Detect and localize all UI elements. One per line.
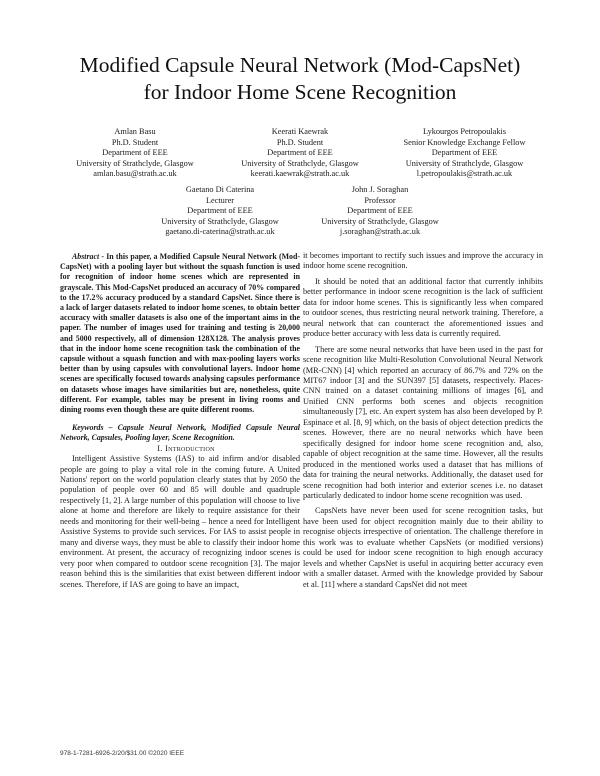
section-numeral: I.: [157, 443, 163, 453]
author-affiliation: University of Strathclyde, Glasgow: [241, 158, 359, 168]
author-block: [140, 185, 300, 238]
author-name: Gaetano Di Caterina: [185, 185, 255, 194]
author-email: gaetano.di-caterina@strath.ac.uk: [165, 227, 275, 237]
body-paragraph: It should be noted that an additional factor that currently inhibits better performance in indoor scene recognition is the lack of sufficient data for indoor home scenes. This is significantly less when compared to outdoor scenes, thus restricting neural network training. Therefore, a neural network that can counteract the aforementioned issues and produce better accuracy with less data is currently required.: [303, 276, 543, 339]
author-email: l.petropoulakis@strath.ac.uk: [416, 169, 513, 179]
author-email: j.soraghan@strath.ac.uk: [339, 227, 421, 237]
author-name: Lykourgos Petropoulakis: [422, 127, 507, 136]
author-email: amlan.basu@strath.ac.uk: [93, 169, 177, 179]
title-line-2: for Indoor Home Scene Recognition: [143, 80, 457, 104]
author-dept: Department of EEE: [102, 148, 168, 158]
author-dept: Department of EEE: [431, 148, 498, 158]
author-role: Lecturer: [205, 195, 235, 205]
abstract-text: - In this paper, a Modified Capsule Neural Network (Mod-CapsNet) with a pooling layer but without the squash function is used for recognition of indoor home scenes which are represented in grayscale. This Mod-CapsNet produced an accuracy of 70% compared to the 17.2% accuracy produced by a standard CapsNet. Since there is a lack of larger datasets related to indoor home scenes, to obtain better accuracy with smaller datasets is also one of the important aims in the paper. The number of images used for training and testing is 20,000 and 5000 respectively, all of dimension 128X128. The analysis proves that in the indoor home scene recognition task the combination of the capsule without a squash function and with max-pooling layers works better than by using capsules with convolutional layers. Indoor home scenes are specifically focused towards analysing capsules performance on datasets whose images have similarities but are, nonetheless, quite different. For example, tables may be present in living rooms and dining rooms even though these are quite different rooms.: [60, 252, 300, 415]
copyright-footer: 978-1-7281-6926-2/20/$31.00 ©2020 IEEE: [60, 750, 185, 757]
author-role: Ph.D. Student: [111, 137, 159, 147]
abstract: [60, 252, 300, 415]
author-name: Amlan Basu: [114, 127, 156, 136]
keywords: Keywords – Capsule Neural Network, Modified Capsule Neural Network, Capsules, Pooling layer, Scene Recognition.: [60, 423, 300, 443]
author-block: [300, 185, 460, 238]
abstract-label: Abstract: [72, 252, 100, 261]
title-line-1: Modified Capsule Neural Network (Mod-CapsNet): [79, 53, 521, 77]
body-paragraph: CapsNets have never been used for scene recognition tasks, but have been used for object recognition mainly due to their ability to recognise objects irrespective of orientation. The challenge therefore in this work was to evaluate whether CapsNets (or modified versions) could be used for indoor scene recognition to high enough accuracy levels and whether CapsNet is useful in acquiring better accuracy even with a smaller dataset. Armed with the knowledge provided by Sabour et al. [11] where a standard CapsNet did not meet: [303, 506, 543, 589]
author-role: Ph.D. Student: [276, 137, 324, 147]
author-affiliation: University of Strathclyde, Glasgow: [321, 216, 439, 226]
paper-title: [40, 52, 560, 106]
author-role: Senior Knowledge Exchange Fellow: [403, 137, 526, 147]
author-affiliation: University of Strathclyde, Glasgow: [405, 158, 524, 168]
author-block: [220, 127, 380, 180]
right-column: [303, 251, 543, 590]
author-affiliation: University of Strathclyde, Glasgow: [76, 158, 194, 168]
author-dept: Department of EEE: [267, 148, 333, 158]
author-dept: Department of EEE: [187, 206, 253, 216]
section-title: Introduction: [165, 443, 215, 453]
author-block: [55, 127, 215, 180]
body-paragraph: There are some neural networks that have been used in the past for scene recognition like Multi-Resolution Convolutional Neural Network (MR-CNN) [4] which reported an accuracy of 86.7% and 72% on the MIT67 indoor [3] and the SUN397 [5] datasets, respectively. Places-CNN trained on a dataset containing millions of images [6], and Unified CNN performs both scenes and objects recognition simultaneously [7], etc. An expert system has also been developed by P. Espinace et al. [8, 9] which, on the basis of object detection predicts the scenes. However, there are no neural networks which have been specifically designed for indoor home scene recognition and, also, capable of object recognition at the same time. However, all the results produced in the mentioned works used a dataset that has millions of data for training the neural networks. Additionally, the dataset used for scene recognition had both interior and exterior scenes i.e. no dataset particularly dedicated to indoor home scene recognition was used.: [303, 344, 543, 500]
author-block: [382, 127, 547, 180]
author-name: John J. Soraghan: [351, 185, 409, 194]
author-name: Keerati Kaewrak: [271, 127, 329, 136]
author-email: keerati.kaewrak@strath.ac.uk: [250, 169, 350, 179]
author-dept: Department of EEE: [347, 206, 413, 216]
author-affiliation: University of Strathclyde, Glasgow: [161, 216, 279, 226]
author-role: Professor: [364, 195, 396, 205]
body-paragraph: Intelligent Assistive Systems (IAS) to aid infirm and/or disabled people are going to play a vital role in the coming future. A United Nations' report on the world population clearly states that by 2050 the population of people over 60 and 85 will double and quadruple respectively [1, 2]. A large number of this population will choose to live alone at home and therefore are likely to require assistance for their needs and monitoring for their well-being – hence a need for Intelligent Assistive Systems to provide such services. For IAS to assist people in many and diverse ways, they must be able to classify their indoor home environment. At present, the accuracy of recognizing indoor scenes is very poor when compared to outdoor scene recognition [3]. The major reason behind this is the similarities that exist between different indoor scenes. Therefore, if IAS are going to have an impact,: [60, 454, 300, 589]
body-paragraph: it becomes important to rectify such issues and improve the accuracy in indoor home scene recognition.: [303, 251, 543, 271]
left-column: [60, 252, 300, 590]
section-heading: [60, 444, 300, 454]
